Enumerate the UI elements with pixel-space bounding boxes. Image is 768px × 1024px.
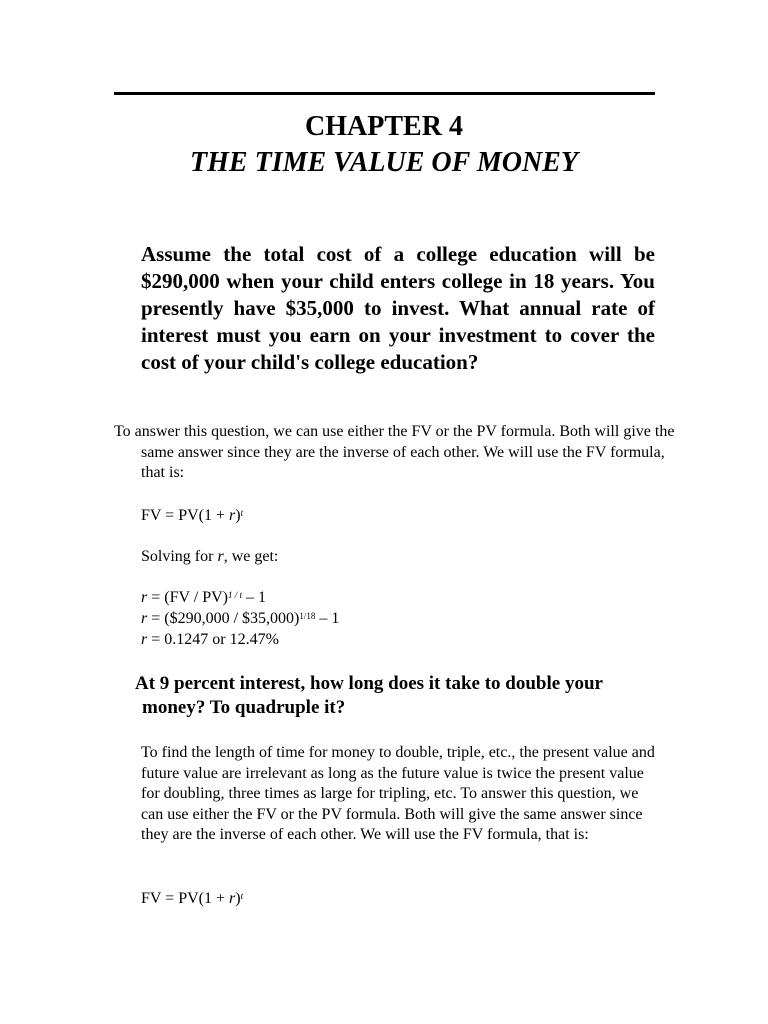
- step3-mid: = 0.1247 or 12.47%: [147, 631, 279, 648]
- formula-lhs: FV = PV(1 +: [141, 507, 229, 524]
- step2-exponent: 1/18: [299, 611, 316, 621]
- step2-var: r: [141, 610, 148, 627]
- step1-exponent: 1 / t: [227, 590, 242, 600]
- formula-close: ): [235, 507, 241, 524]
- formula-var: r: [229, 507, 236, 524]
- solving-line: [141, 547, 278, 568]
- formula2-var: r: [229, 890, 236, 907]
- formula2-lhs: FV = PV(1 +: [141, 890, 229, 907]
- step1-tail: – 1: [242, 589, 266, 606]
- fv-formula-2: [141, 889, 243, 910]
- solution-step-1: [141, 588, 266, 609]
- formula-exponent: t: [240, 508, 244, 518]
- solving-pre: Solving for: [141, 548, 218, 565]
- step2-tail: – 1: [315, 610, 340, 627]
- chapter-title: THE TIME VALUE OF MONEY: [190, 147, 578, 178]
- step1-mid: = (FV / PV): [147, 589, 228, 606]
- formula2-exponent: t: [240, 891, 244, 901]
- formula2-close: ): [235, 890, 241, 907]
- solution-step-3: [141, 630, 279, 651]
- step3-var: r: [141, 631, 148, 648]
- header-rule: [114, 92, 655, 95]
- chapter-number: CHAPTER 4: [305, 111, 463, 142]
- solution-step-2: [141, 609, 339, 630]
- solving-var: r: [217, 548, 224, 565]
- answer-1-intro: To answer this question, we can use either the FV or the PV formula. Both will give the same answer since they are the inverse of each other. We will use the FV formula, that is:: [114, 423, 675, 481]
- step2-mid: = ($290,000 / $35,000): [147, 610, 300, 627]
- question-2: At 9 percent interest, how long does it take to double your money? To quadruple it?: [135, 673, 603, 718]
- question-1: Assume the total cost of a college education will be $290,000 when your child enters college in 18 years. You presently have $35,000 to invest. What annual rate of interest must you earn on your investment to cover the cost of your child's college education?: [141, 242, 655, 374]
- answer-2-intro: To find the length of time for money to double, triple, etc., the present value and future value are irrelevant as long as the future value is twice the present value for doubling, three times as large for tripling, etc. To answer this question, we can use either the FV or the PV formula. Both will give the same answer since they are the inverse of each other. We will use the FV formula, that is:: [141, 744, 655, 843]
- fv-formula-1: [141, 506, 243, 527]
- solving-post: , we get:: [223, 548, 279, 565]
- step1-var: r: [141, 589, 148, 606]
